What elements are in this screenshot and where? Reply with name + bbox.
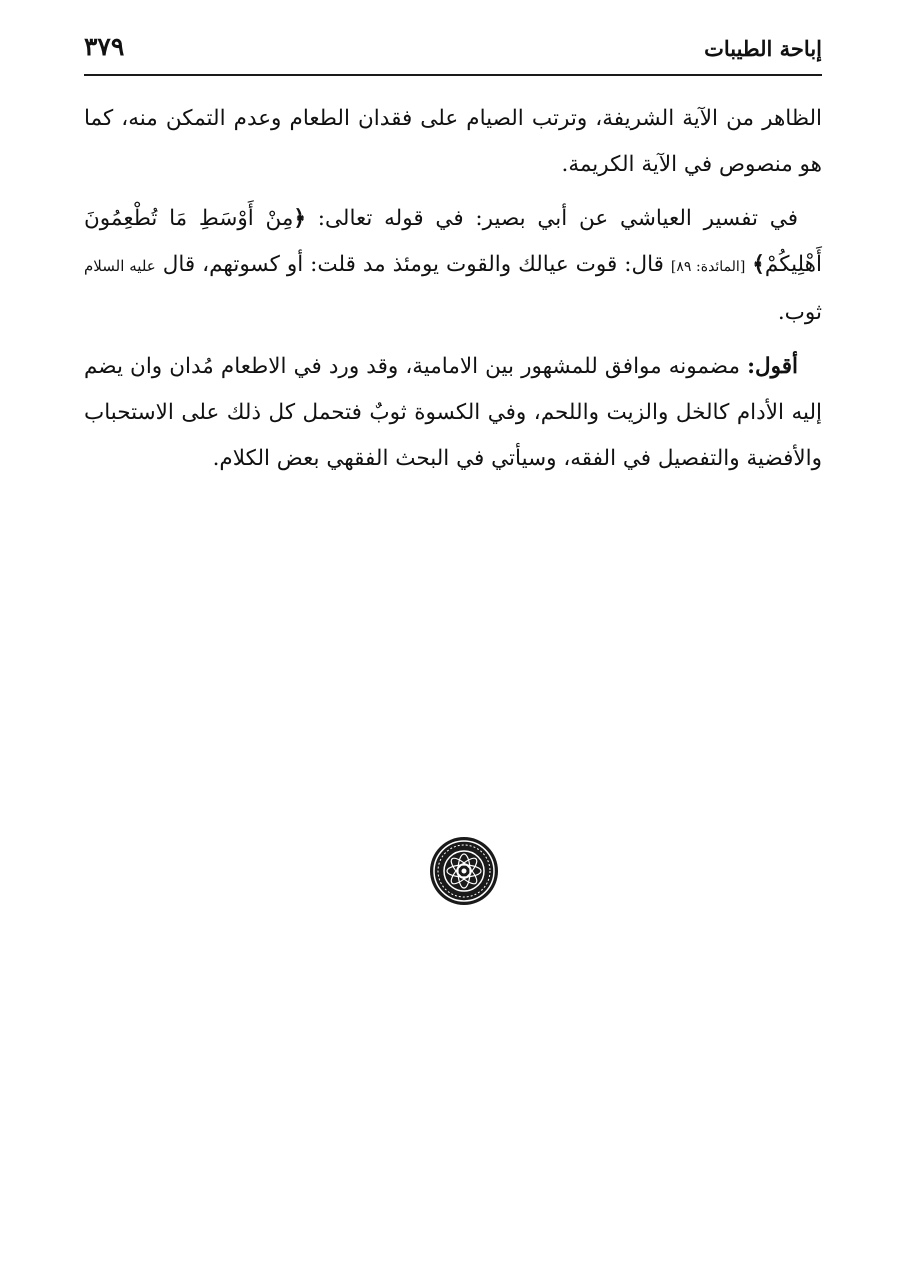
paragraph-3	[84, 344, 822, 482]
chapter-title: إباحة الطيبات	[704, 36, 822, 61]
verse-reference: [المائدة: ٨٩]	[670, 259, 746, 275]
ornate-bracket-close: ﴾	[752, 252, 765, 277]
paragraph-2-ending: ثوب.	[777, 300, 822, 325]
book-page	[84, 28, 822, 1258]
ornate-bracket-open: ﴿	[293, 206, 306, 231]
quran-verse: مِنْ أَوْسَطِ مَا تُطْعِمُونَ أَهْلِيكُمْ	[84, 206, 822, 277]
paragraph-3-text: مضمونه موافق للمشهور بين الامامية، وقد ورد في الاطعام مُدان وان يضم إليه الأدام كالخل والزيت واللحم، وفي الكسوة ثوبٌ فتحمل كل ذلك على الاستحباب والأفضية والتفصيل في الفقه، وسيأتي في البحث الفقهي بعض الكلام.	[84, 354, 822, 471]
running-header	[84, 28, 822, 76]
paragraph-2	[84, 196, 822, 336]
paragraph-2-intro: في تفسير العياشي عن أبي بصير: في قوله تعالى:	[317, 206, 798, 231]
rosette-ornament-icon	[428, 835, 500, 907]
paragraph-2-middle: قال: قوت عيالك والقوت يومئذ مد قلت: أو كسوتهم، قال	[162, 252, 664, 277]
paragraph-3-lead: أقول:	[747, 354, 798, 379]
body-text	[84, 96, 822, 482]
paragraph-1: الظاهر من الآية الشريفة، وترتب الصيام على فقدان الطعام وعدم التمكن منه، كما هو منصوص في الآية الكريمة.	[84, 106, 822, 177]
honorific: عليه السلام	[84, 257, 156, 275]
page-number: ٣٧٩	[84, 32, 125, 61]
